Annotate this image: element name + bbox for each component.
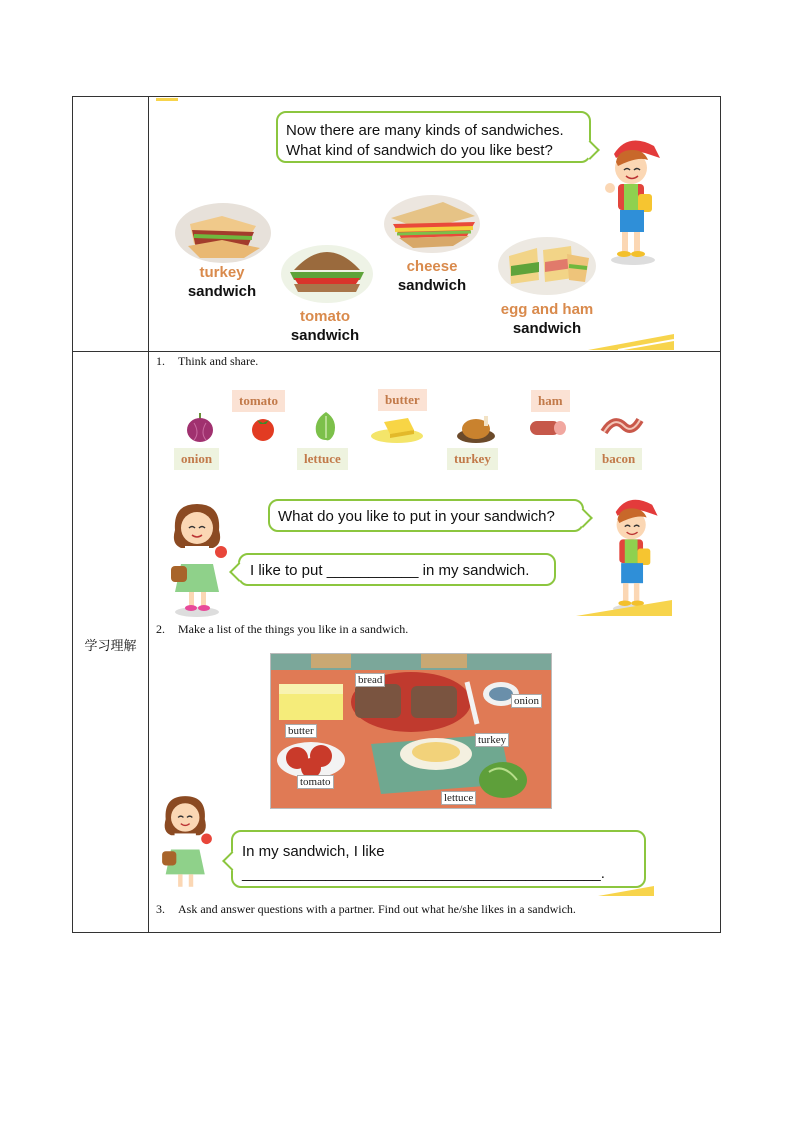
answer-before: I like to put xyxy=(250,562,323,579)
sandwich-label-egg-ham-sub: sandwich xyxy=(512,320,582,337)
butter-icon xyxy=(370,412,424,444)
step-1-number: 1. xyxy=(156,354,165,368)
step-1-text: Think and share. xyxy=(178,354,259,368)
picture-label-onion: onion xyxy=(511,694,542,708)
question-text: What do you like to put in your sandwich? xyxy=(278,508,555,525)
row-divider xyxy=(73,351,720,352)
bacon-icon xyxy=(600,412,644,442)
ingredient-label-tomato: tomato xyxy=(232,390,285,412)
ingredient-label-onion: onion xyxy=(174,448,219,470)
picture-label-lettuce: lettuce xyxy=(441,791,476,805)
ingredient-label-butter: butter xyxy=(378,389,427,411)
egg-ham-sandwich-image xyxy=(497,236,597,296)
ham-icon xyxy=(528,416,568,440)
speech-line-1: Now there are many kinds of sandwiches. xyxy=(286,122,564,139)
speech-line-2: What kind of sandwich do you like best? xyxy=(286,142,553,159)
sandwich-label-egg-ham: egg and ham xyxy=(500,301,594,318)
speech-bubble-my-sandwich xyxy=(231,830,646,888)
girl-illustration xyxy=(163,500,235,618)
picture-label-tomato: tomato xyxy=(297,775,334,789)
speech-bubble-sandwiches xyxy=(276,111,591,163)
sandwich-label-turkey: turkey xyxy=(199,264,245,281)
picture-label-bread: bread xyxy=(355,673,385,687)
sandwich-label-cheese: cheese xyxy=(406,258,458,275)
step-1 xyxy=(156,354,258,369)
column-divider xyxy=(148,97,149,932)
tomato-icon xyxy=(249,414,277,442)
picture-label-butter: butter xyxy=(285,724,317,738)
step-3-text: Ask and answer questions with a partner. Find out what he/she likes in a sandwich. xyxy=(178,902,576,916)
sandwich-label-tomato-sub: sandwich xyxy=(290,327,360,344)
lettuce-icon xyxy=(312,410,340,444)
decor-stripe-corner xyxy=(588,332,674,350)
turkey-icon xyxy=(456,412,496,444)
step-2 xyxy=(156,622,408,637)
onion-icon xyxy=(185,411,215,443)
step-2-number: 2. xyxy=(156,622,165,636)
ingredient-label-turkey: turkey xyxy=(447,448,498,470)
sandwich-label-turkey-sub: sandwich xyxy=(187,283,257,300)
speech-bubble-question xyxy=(268,499,584,532)
ingredient-label-lettuce: lettuce xyxy=(297,448,348,470)
my-sandwich-line-2: ___________________________________________. xyxy=(242,865,605,882)
row2-label: 学习理解 xyxy=(84,639,137,654)
picture-label-turkey: turkey xyxy=(475,733,509,747)
decor-stripe xyxy=(156,98,178,101)
step-3-number: 3. xyxy=(156,902,165,916)
sandwich-label-tomato: tomato xyxy=(300,308,350,325)
decor-stripe-corner-2 xyxy=(576,598,672,616)
answer-after: in my sandwich. xyxy=(422,562,530,579)
step-3 xyxy=(156,902,576,917)
speech-bubble-answer xyxy=(238,553,556,586)
ingredient-label-ham: ham xyxy=(531,390,570,412)
my-sandwich-line-1: In my sandwich, I like xyxy=(242,843,385,860)
girl-illustration-2 xyxy=(155,792,219,898)
ingredient-label-bacon: bacon xyxy=(595,448,642,470)
sandwich-ingredients-picture xyxy=(270,653,552,809)
tomato-sandwich-image xyxy=(280,240,374,304)
boy-illustration xyxy=(598,132,668,268)
sandwich-label-cheese-sub: sandwich xyxy=(397,277,467,294)
turkey-sandwich-image xyxy=(174,202,272,264)
answer-blank: ___________ xyxy=(326,562,419,579)
cheese-sandwich-image xyxy=(383,194,481,254)
step-2-text: Make a list of the things you like in a sandwich. xyxy=(178,622,409,636)
decor-stripe-corner-3 xyxy=(598,884,654,896)
